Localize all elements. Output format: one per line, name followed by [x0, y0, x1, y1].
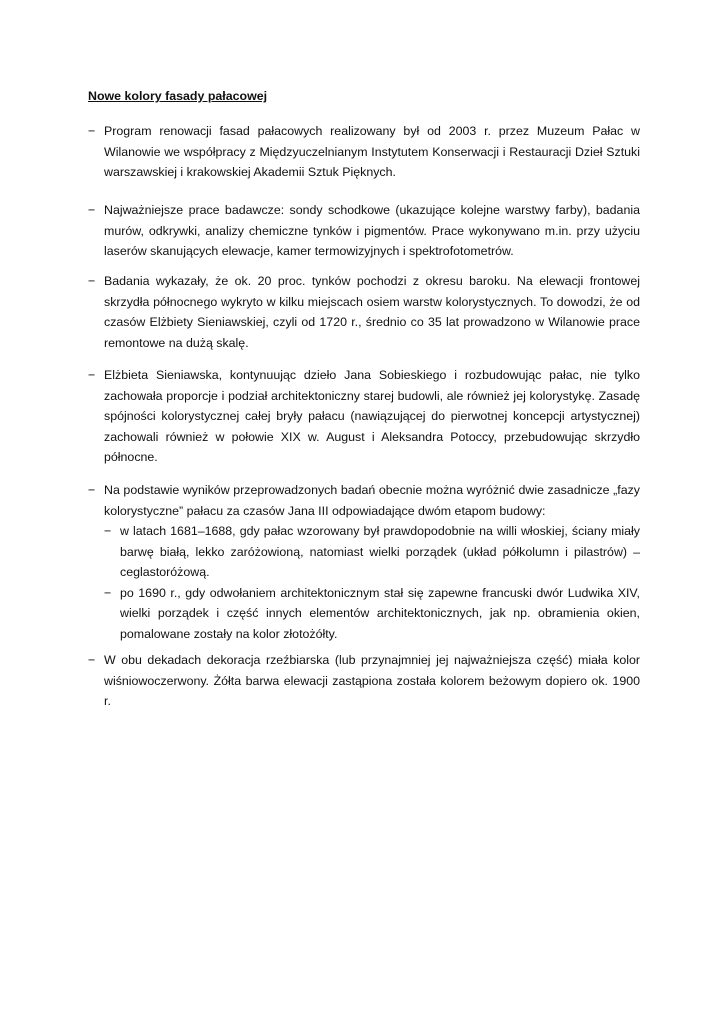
- list-item-text: Na podstawie wyników przeprowadzonych badań obecnie można wyróżnić dwie zasadnicze „fazy kolorystyczne” pałacu za czasów Jana III odpowiadające dwóm etapom budowy:: [104, 483, 640, 518]
- list-item-text: W obu dekadach dekoracja rzeźbiarska (lub przynajmniej jej najważniejsza część) miała kolor wiśniowoczerwony. Żółta barwa elewacji zastąpiona została kolorem beżowym dopiero ok. 1900 r.: [104, 653, 640, 708]
- bullet-dash: −: [88, 653, 96, 667]
- sub-list-item-text: w latach 1681–1688, gdy pałac wzorowany był prawdopodobnie na willi włoskiej, ściany miały barwę białą, lekko zaróżowioną, natomiast wielki porządek (układ półkolumn i pilastrów) –ceglastoróżową.: [120, 524, 640, 579]
- bullet-dash: −: [88, 124, 96, 138]
- document-title: Nowe kolory fasady pałacowej: [88, 89, 268, 103]
- list-item-sieniawska: [88, 365, 640, 468]
- list-item-text: Elżbieta Sieniawska, kontynuując dzieło Jana Sobieskiego i rozbudowując pałac, nie tylko zachowała proporcje i podział architektoniczny starej budowli, ale również jej kolorystykę. Zasadę spójności kolorystycznej całej bryły pałacu (nawiązującej do pierwotnej koncepcji artystycznej) zachowali również w połowie XIX w. August i Aleksandra Potoccy, przebudowując skrzydło północne.: [104, 368, 640, 464]
- list-item-findings: [88, 271, 640, 353]
- list-item-color-phases: [88, 480, 640, 644]
- list-item-text: Program renowacji fasad pałacowych realizowany był od 2003 r. przez Muzeum Pałac w Wilanowie we współpracy z Międzyuczelnianym Instytutem Konserwacji i Restauracji Dzieł Sztuki warszawskiej i krakowskiej Akademii Sztuk Pięknych.: [104, 124, 640, 179]
- sub-list-item-text: po 1690 r., gdy odwołaniem architektonicznym stał się zapewne francuski dwór Ludwika XIV, wielki porządek i część innych elementów architektonicznych, jak np. obramienia okien, pomalowane zostały na kolor złotożółty.: [120, 585, 640, 641]
- sub-list-item-phase-1: [104, 521, 640, 583]
- sub-list-item-phase-2: [104, 583, 640, 645]
- bullet-dash: −: [88, 203, 96, 217]
- list-item-text: Najważniejsze prace badawcze: sondy schodkowe (ukazujące kolejne warstwy farby), badania murów, odkrywki, analizy chemiczne tynków i pigmentów. Prace wykonywano m.in. przy użyciu laserów skanujących elewacje, kamer termowizyjnych i spektrofotometrów.: [104, 203, 640, 258]
- list-item-research: [88, 200, 640, 262]
- bullet-dash: −: [88, 274, 96, 288]
- bullet-dash: −: [104, 585, 112, 600]
- bullet-dash: −: [104, 524, 112, 538]
- list-item-text: Badania wykazały, że ok. 20 proc. tynków pochodzi z okresu baroku. Na elewacji frontowej skrzydła północnego wykryto w kilku miejscach osiem warstw kolorystycznych. To dowodzi, że od czasów Elżbiety Sieniawskiej, czyli od 1720 r., średnio co 35 lat prowadzono w Wilanowie prace remontowe na dużą skalę.: [104, 274, 640, 350]
- bullet-dash: −: [88, 483, 96, 497]
- list-item-program: [88, 121, 640, 183]
- bullet-dash: −: [88, 368, 96, 382]
- list-item-sculpture-decoration: [88, 650, 640, 712]
